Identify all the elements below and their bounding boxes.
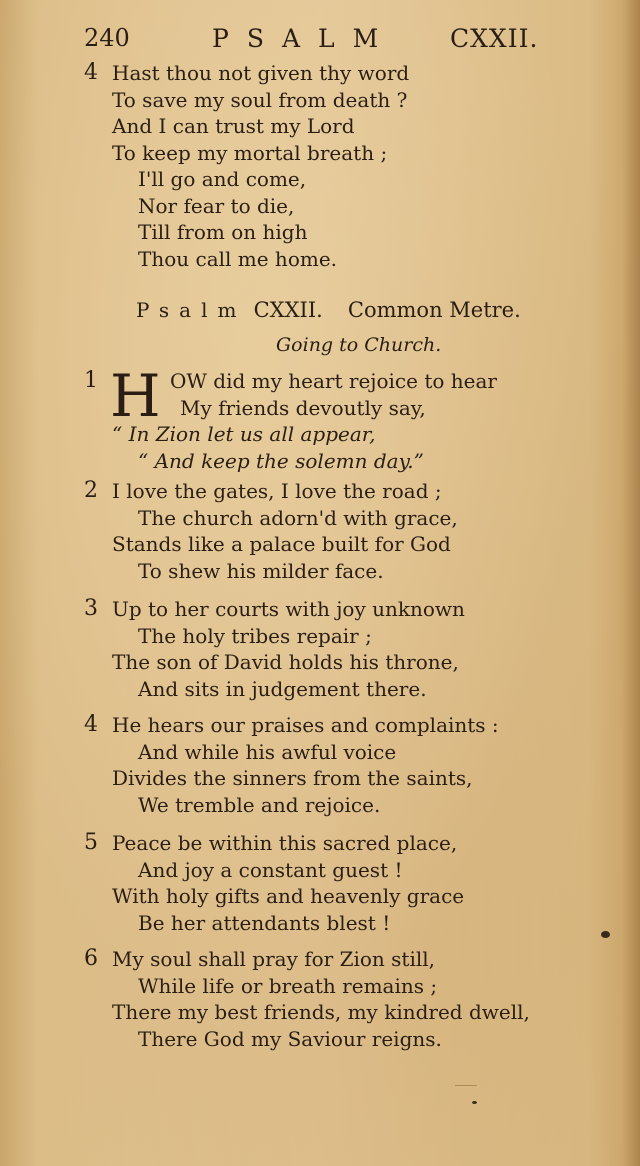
verse-line: Nor fear to die, bbox=[138, 193, 295, 218]
running-head bbox=[84, 24, 554, 56]
verse-line: To keep my mortal breath ; bbox=[112, 140, 388, 165]
verse-line: Divides the sinners from the saints, bbox=[112, 766, 473, 790]
verse-line: Hast thou not given thy word bbox=[112, 61, 410, 85]
verse-line: Up to her courts with joy unknown bbox=[112, 597, 465, 621]
verse-line: I love the gates, I love the road ; bbox=[112, 479, 442, 503]
stanza-6 bbox=[84, 946, 554, 1052]
running-head-numeral: CXXII. bbox=[450, 24, 539, 53]
verse-line: There my best friends, my kindred dwell, bbox=[112, 1000, 530, 1024]
stanza-number: 5 bbox=[84, 830, 98, 855]
stanza-number: 6 bbox=[84, 946, 98, 971]
running-head-title: PSALM bbox=[212, 24, 397, 53]
verse-line: With holy gifts and heavenly grace bbox=[112, 884, 465, 908]
verse-line: Thou call me home. bbox=[138, 246, 338, 271]
verse-line: Be her attendants blest ! bbox=[138, 910, 391, 935]
verse-line: And while his awful voice bbox=[138, 739, 397, 764]
psalm-heading bbox=[136, 298, 596, 328]
stanza-2 bbox=[84, 478, 554, 584]
verse-line: The holy tribes repair ; bbox=[138, 623, 372, 648]
verse-line: The son of David holds his throne, bbox=[112, 650, 459, 674]
verse-line: The church adorn'd with grace, bbox=[138, 505, 458, 530]
psalm-numeral: CXXII. bbox=[253, 298, 323, 322]
paper-mark bbox=[455, 1085, 477, 1086]
drop-cap: H bbox=[110, 362, 161, 430]
stanza-number: 1 bbox=[84, 368, 98, 393]
verse-line: While life or breath remains ; bbox=[138, 973, 438, 998]
psalm-metre: Common Metre. bbox=[347, 298, 521, 322]
verse-line: I'll go and come, bbox=[138, 167, 307, 191]
verse-line: Peace be within this sacred place, bbox=[112, 831, 458, 855]
continuation-stanza bbox=[84, 60, 554, 272]
ink-speck bbox=[472, 1101, 477, 1104]
stanza-3 bbox=[84, 596, 554, 702]
stanza-1 bbox=[84, 362, 554, 474]
psalm-label: Psalm bbox=[136, 298, 247, 322]
verse-line: To shew his milder face. bbox=[138, 558, 384, 583]
verse-line: “ In Zion let us all appear, bbox=[112, 422, 376, 446]
page-edge-shadow bbox=[622, 0, 640, 1166]
verse-line: To save my soul from death ? bbox=[112, 87, 408, 112]
stanza-number: 4 bbox=[84, 60, 98, 85]
verse-line: Till from on high bbox=[138, 220, 308, 244]
verse-line: OW did my heart rejoice to hear bbox=[170, 369, 497, 393]
verse-line: He hears our praises and complaints : bbox=[112, 713, 499, 737]
verse-line: And joy a constant guest ! bbox=[138, 857, 403, 882]
verse-line: “ And keep the solemn day.” bbox=[138, 448, 424, 473]
stanza-number: 2 bbox=[84, 478, 98, 503]
verse-line: There God my Saviour reigns. bbox=[138, 1026, 442, 1051]
stanza-5 bbox=[84, 830, 554, 936]
verse-line: My friends devoutly say, bbox=[180, 395, 426, 420]
verse-line: Stands like a palace built for God bbox=[112, 532, 451, 556]
psalm-subtitle: Going to Church. bbox=[276, 334, 442, 356]
stanza-4 bbox=[84, 712, 554, 818]
verse-line: We tremble and rejoice. bbox=[138, 792, 381, 817]
verse-line: My soul shall pray for Zion still, bbox=[112, 947, 436, 971]
verse-line: And I can trust my Lord bbox=[112, 114, 355, 138]
page-number: 240 bbox=[84, 24, 130, 52]
ink-speck bbox=[601, 931, 610, 938]
verse-line: And sits in judgement there. bbox=[138, 676, 427, 701]
stanza-number: 3 bbox=[84, 596, 98, 621]
stanza-number: 4 bbox=[84, 712, 98, 737]
